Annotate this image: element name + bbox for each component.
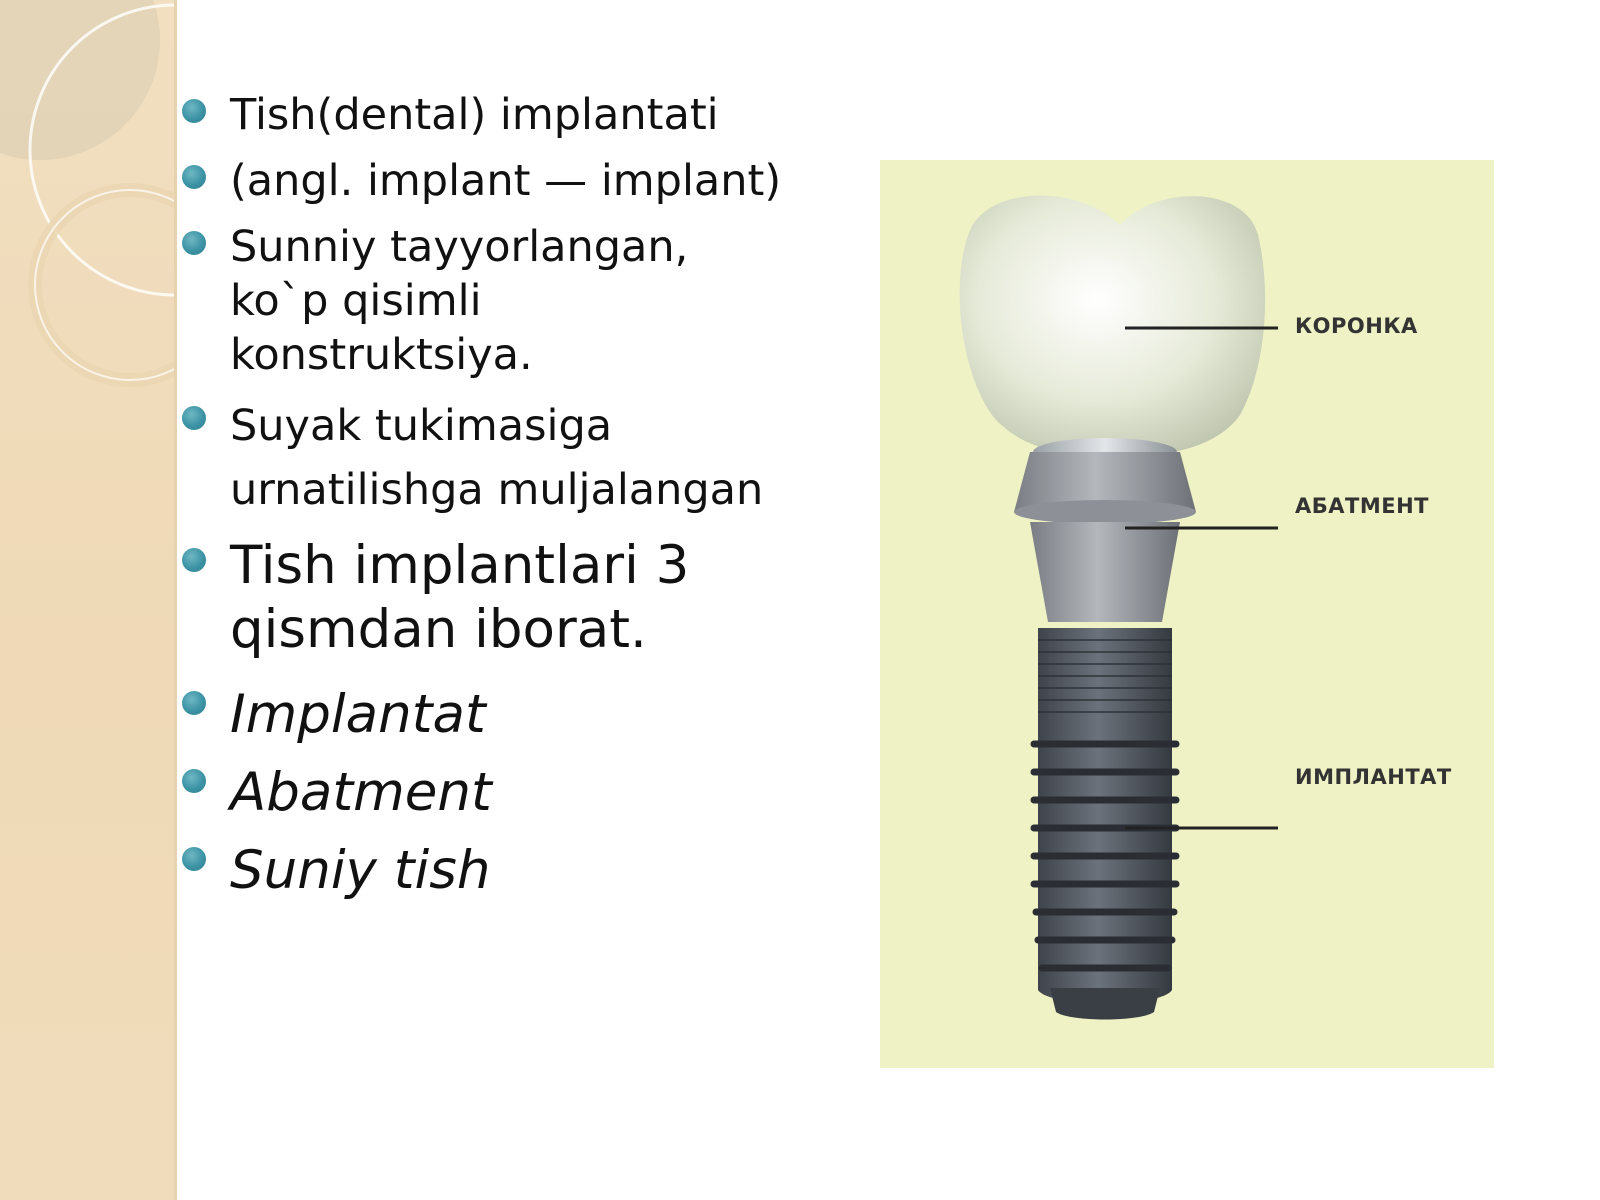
decorative-sidebar	[0, 0, 177, 1200]
bullet-icon	[182, 231, 206, 255]
dental-implant-figure	[880, 160, 1494, 1068]
bullet-text: Suniy tish	[230, 840, 491, 901]
sidebar-edge	[174, 0, 177, 1200]
bullet-text: Tish(dental) implantati	[230, 90, 719, 140]
abutment-ridge	[1014, 500, 1196, 524]
bullet-icon	[182, 847, 206, 871]
abutment-label: АБАТМЕНТ	[1295, 494, 1429, 518]
bullet-text: Abatment	[230, 762, 492, 823]
list-item	[182, 754, 872, 832]
list-item	[182, 88, 872, 142]
crown-shape	[960, 196, 1265, 457]
list-item	[182, 154, 872, 208]
implant-screw	[1034, 628, 1176, 1020]
implant-label: ИМПЛАНТАТ	[1295, 765, 1452, 789]
bullet-text: Implantat	[230, 684, 486, 745]
list-item	[182, 832, 872, 910]
bullet-list	[182, 88, 872, 910]
bullet-text: Tish implantlari 3 qismdan iborat.	[230, 535, 690, 660]
list-item	[182, 394, 872, 522]
bullet-icon	[182, 165, 206, 189]
bullet-icon	[182, 99, 206, 123]
crown-label: КОРОНКА	[1295, 314, 1418, 338]
bullet-icon	[182, 548, 206, 572]
bullet-text: (angl. implant — implant)	[230, 156, 782, 206]
bullet-text: Sunniy tayyorlangan, ko`p qisimli konstruktsiya.	[230, 222, 689, 380]
sidebar-rings-decoration	[0, 0, 177, 1200]
bullet-icon	[182, 406, 206, 430]
list-item	[182, 676, 872, 754]
bullet-icon	[182, 769, 206, 793]
list-item	[182, 220, 790, 382]
bullet-text: Suyak tukimasiga urnatilishga muljalangan	[230, 401, 764, 515]
implant-illustration	[880, 160, 1494, 1068]
list-item	[182, 534, 710, 662]
bullet-icon	[182, 691, 206, 715]
abutment-lower	[1030, 522, 1180, 622]
